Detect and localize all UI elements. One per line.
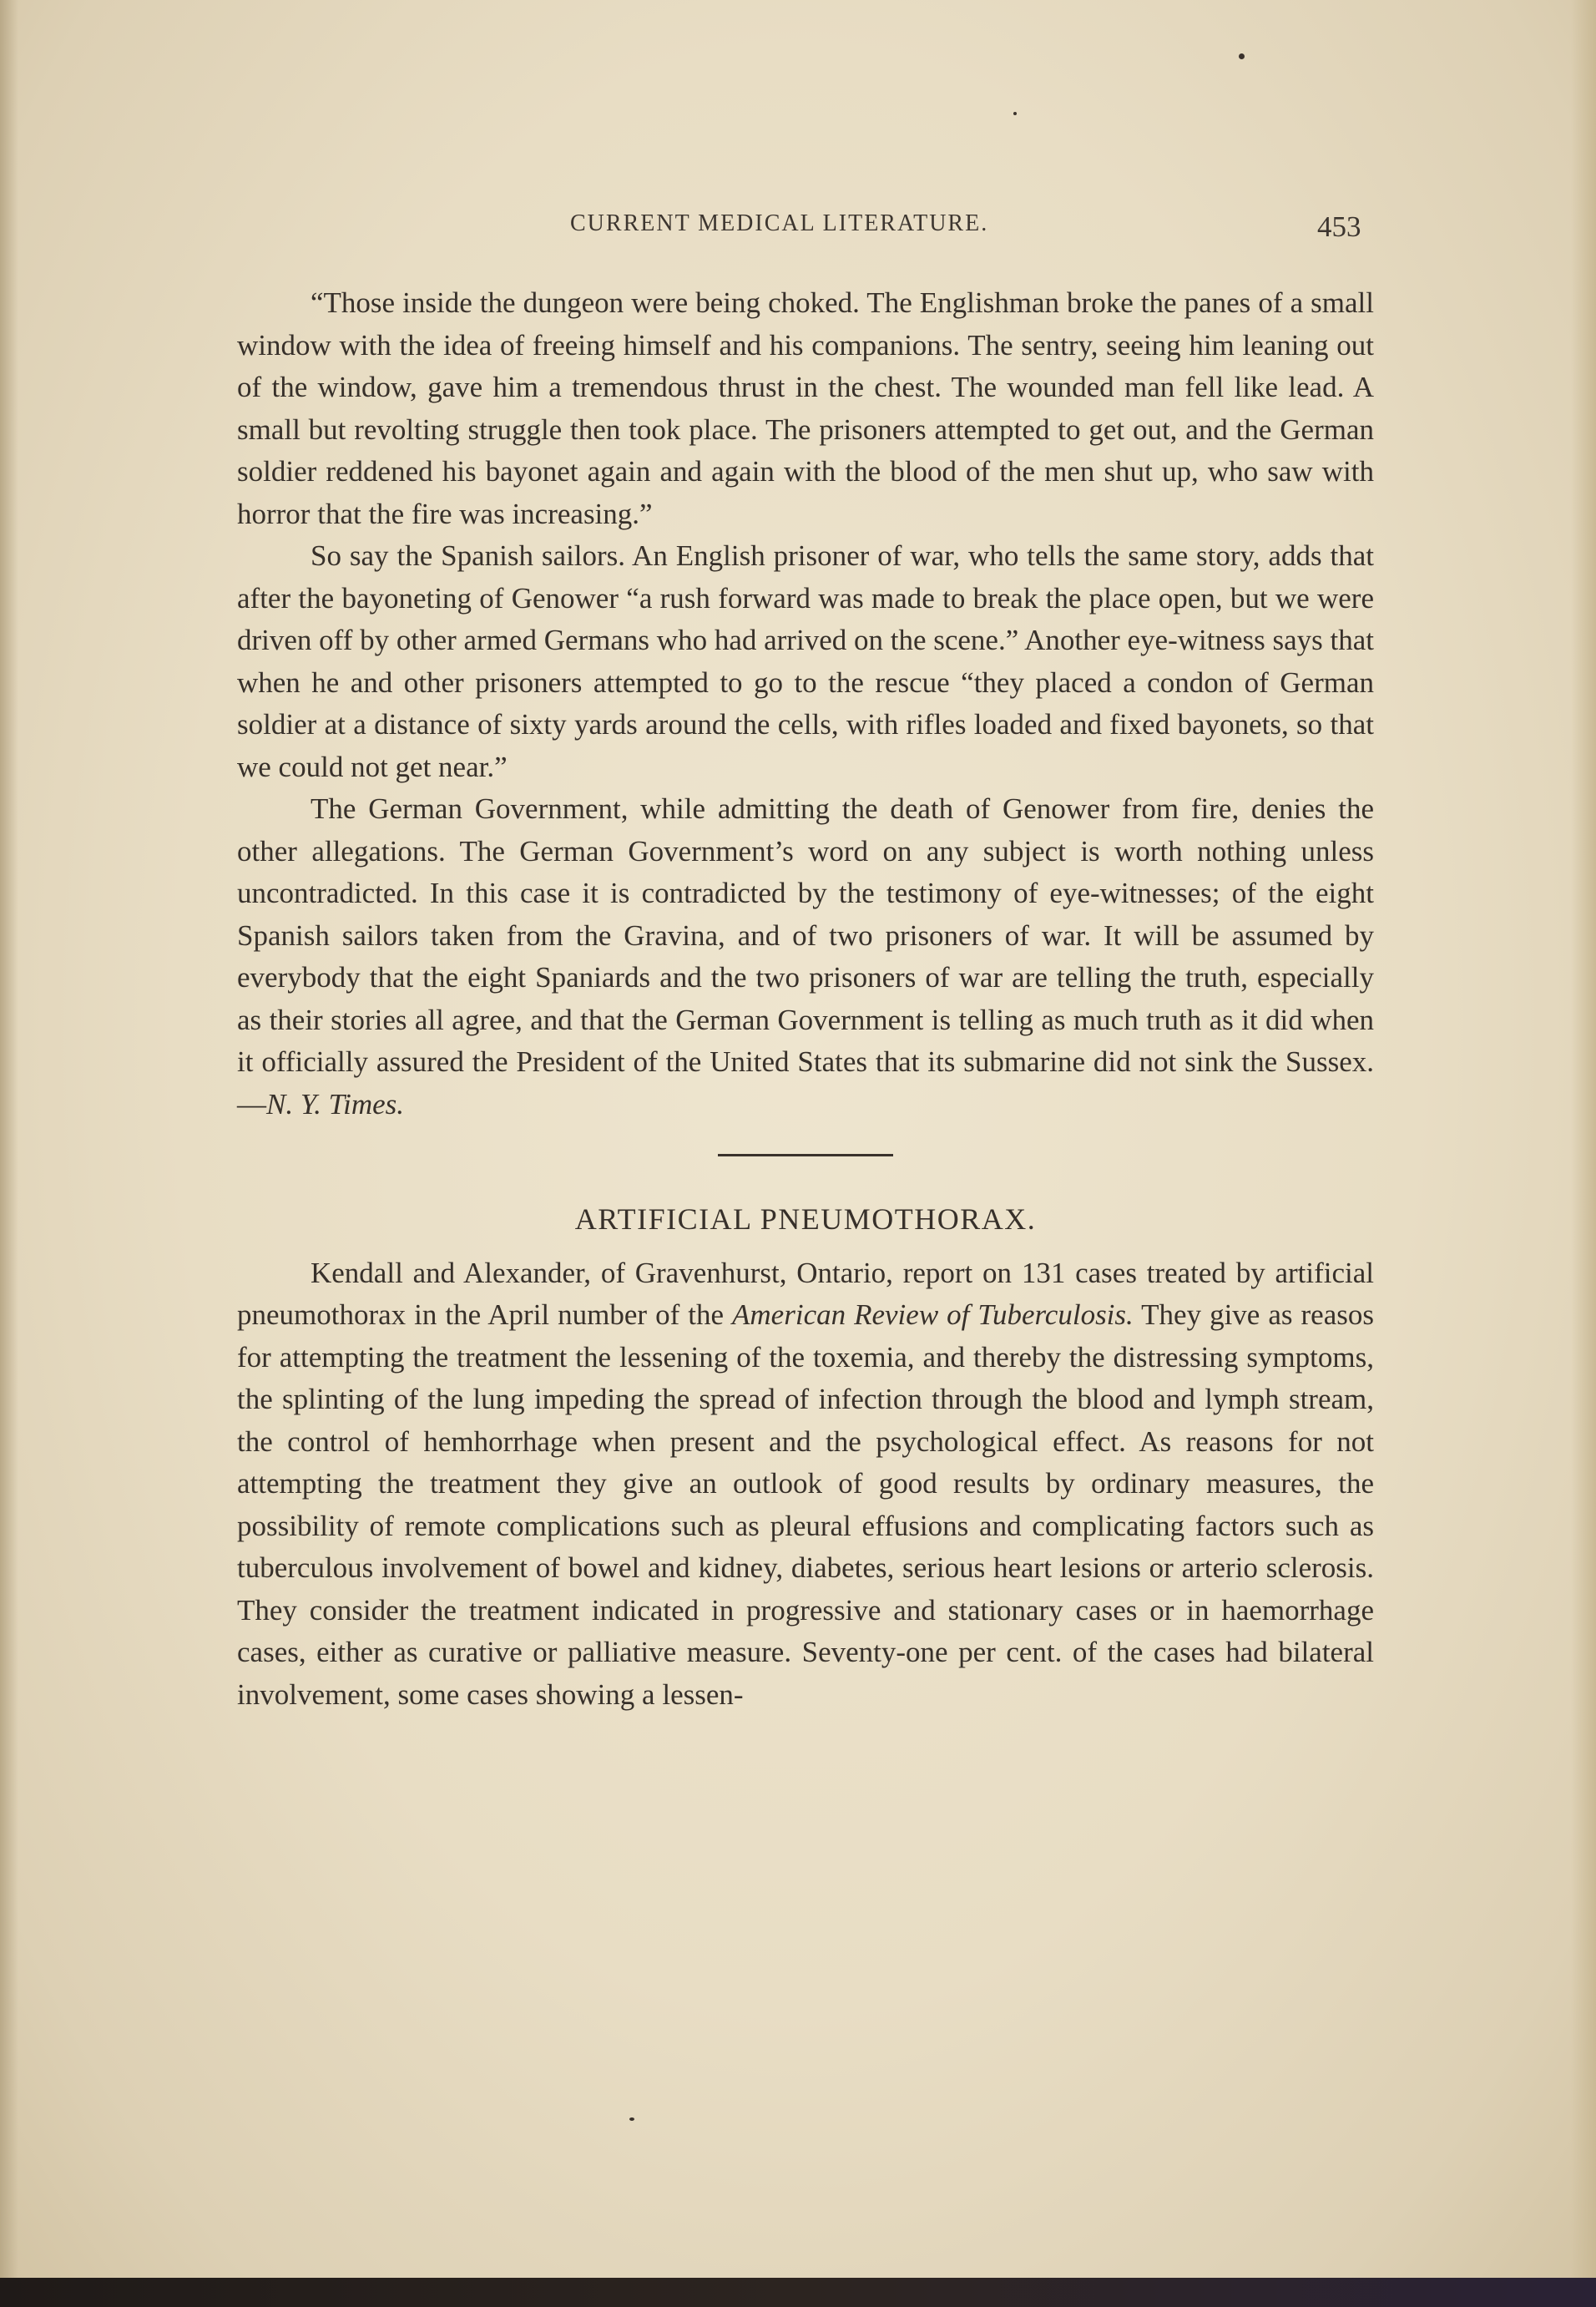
paragraph-text: They give as reasos for attempting the treatment the lessening of the toxemia, and thereby the distressing symptoms, the splinting of the lung impeding the spread of infection through the blood and lymph stream, the control of hemhorrhage when present and the psychological effect. As reasons for not attempting the treatment they give an outlook of good results by ordinary measures, the possibility of remote complications such as pleural effusions and complicating factors such as tuberculous involvement of bowel and kidney, diabetes, serious heart lesions or arterio sclerosis. They consider the treatment indicated in progressive and stationary cases or in haemorrhage cases, either as curative or palliative measure. Seventy-one per cent. of the cases had bilateral involvement, some cases showing a lessen- xyxy=(237,1298,1374,1711)
paragraph-text: The German Government, while admitting the death of Genower from fire, denies the other allegations. The German Government’s word on any subject is worth nothing unless uncontradicted. In this case it is contradicted by the testimony of eye-witnesses; of the eight Spanish sailors taken from the Gravina, and of two prisoners of war. It will be assumed by everybody that the eight Spaniards and the two prisoners of war are telling the truth, especially as their stories all agree, and that the German Government is telling as much truth as it did when it officially assured the President of the United States that its submarine did not sink the Sussex.— xyxy=(237,792,1374,1121)
source-citation: N. Y. Times. xyxy=(266,1087,405,1121)
section-divider xyxy=(718,1154,893,1156)
paper-speck xyxy=(1013,112,1017,115)
running-head: CURRENT MEDICAL LITERATURE. xyxy=(570,210,989,236)
paragraph xyxy=(237,788,1374,1126)
page-gutter-shadow xyxy=(0,0,18,2288)
page-edge-shadow xyxy=(1571,0,1596,2288)
journal-title: American Review of Tuberculosis. xyxy=(732,1298,1134,1331)
paragraph: So say the Spanish sailors. An English prisoner of war, who tells the same story, adds that after the bayoneting of Genower “a rush forward was made to break the place open, but we were driven off by other armed Germans who had arrived on the scene.” Another eye-witness says that when he and other prisoners attempted to go to the rescue “they placed a condon of German soldier at a distance of sixty yards around the cells, with rifles loaded and fixed bayonets, so that we could not get near.” xyxy=(237,539,1374,783)
paragraph-text: Kendall and Alexander, of Gravenhurst, Ontario, report on 131 cases treated by artificial pneumothorax in the April number of the xyxy=(237,1256,1374,1331)
paper-speck xyxy=(629,2117,634,2121)
section-heading: ARTIFICIAL PNEUMOTHORAX. xyxy=(574,1202,1037,1236)
paragraph xyxy=(237,1252,1374,1717)
body-text xyxy=(237,282,1374,1716)
paper-speck xyxy=(1239,53,1245,59)
page-number: 453 xyxy=(1317,210,1361,243)
paragraph: “Those inside the dungeon were being choked. The Englishman broke the panes of a small window with the idea of freeing himself and his companions. The sentry, seeing him leaning out of the window, gave him a tremendous thrust in the chest. The wounded man fell like lead. A small but revolting struggle then took place. The prisoners attempted to get out, and the German soldier reddened his bayonet again and again with the blood of the men shut up, who saw with horror that the fire was increasing.” xyxy=(237,286,1374,530)
scan-bottom-edge xyxy=(0,2278,1596,2307)
